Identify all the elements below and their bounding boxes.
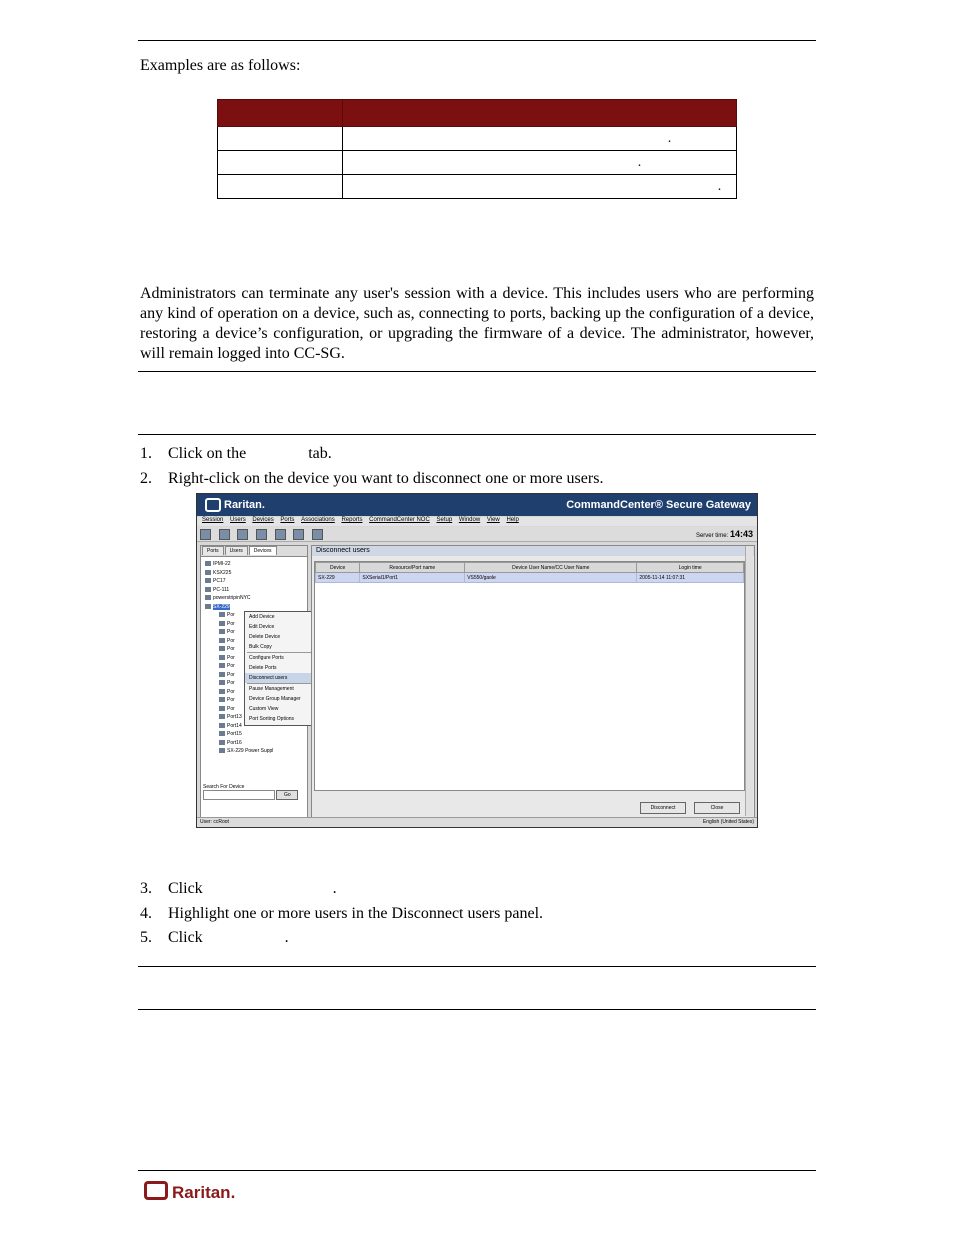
raritan-logo: Raritan.	[205, 498, 265, 512]
menu-bulk-copy[interactable]: Bulk Copy	[249, 644, 272, 650]
tree-node-selected[interactable]: SX-229	[205, 603, 303, 612]
toolbar-icon[interactable]	[275, 529, 286, 540]
step-2: 2. Right-click on the device you want to disconnect one or more users.	[140, 470, 604, 487]
tree-node[interactable]: Por	[205, 637, 303, 646]
menu-custom-view[interactable]: Custom View	[249, 706, 279, 712]
menu-item[interactable]: Ports	[280, 517, 295, 523]
section-rule	[138, 966, 816, 967]
menu-bar	[197, 517, 757, 526]
table-cell	[218, 151, 343, 175]
toolbar-icon[interactable]	[312, 529, 323, 540]
tab-users[interactable]: Users	[225, 546, 248, 555]
tree-node[interactable]: SX-229 Power Suppl	[205, 747, 303, 756]
table-cell	[218, 175, 343, 199]
intro-text: Examples are as follows:	[140, 57, 301, 74]
menu-item[interactable]: Users	[230, 517, 246, 523]
grid-cell: SXSerial1/Port1	[360, 573, 465, 583]
panel-title: Disconnect users	[312, 546, 754, 556]
grid-cell: VS550/gaole	[465, 573, 637, 583]
app-titlebar	[197, 494, 757, 516]
tree-node[interactable]: Port13	[205, 713, 303, 722]
table-row	[218, 175, 737, 199]
refresh-icon[interactable]	[237, 529, 248, 540]
disconnect-users-panel	[311, 545, 755, 819]
tree-node[interactable]: Por	[205, 662, 303, 671]
menu-add-device[interactable]: Add Device	[249, 614, 275, 620]
examples-table	[217, 99, 737, 199]
table-header-row	[218, 100, 737, 127]
column-header[interactable]: Login time	[637, 563, 744, 573]
table-row[interactable]	[316, 573, 744, 583]
step-1: 1. Click on the tab.	[140, 445, 332, 462]
section-rule	[138, 434, 816, 435]
users-grid	[314, 561, 745, 791]
section-rule	[138, 1009, 816, 1010]
menu-configure-ports[interactable]: Configure Ports	[249, 655, 284, 661]
table-cell	[218, 127, 343, 151]
tree-node[interactable]: KSX225	[205, 569, 303, 578]
raritan-footer-logo: Raritan.	[144, 1181, 235, 1203]
menu-pause-management[interactable]: Pause Management	[249, 686, 294, 692]
search-label: Search For Device	[203, 784, 245, 790]
menu-disconnect-users[interactable]: Disconnect users	[245, 673, 329, 683]
tree-node[interactable]: Port15	[205, 730, 303, 739]
grid-cell: SX-229	[316, 573, 360, 583]
tree-node[interactable]: Por	[205, 620, 303, 629]
column-header[interactable]: Resource/Port name	[360, 563, 465, 573]
tree-node[interactable]: PC-111	[205, 586, 303, 595]
device-search	[203, 784, 303, 800]
disconnect-button[interactable]: Disconnect	[640, 802, 686, 814]
tab-devices[interactable]: Devices	[249, 546, 277, 555]
tree-node[interactable]: Port16	[205, 739, 303, 748]
table-row	[218, 127, 737, 151]
step-5: 5. Click .	[140, 929, 289, 946]
menu-item[interactable]: CommandCenter NOC	[369, 517, 430, 523]
section-rule	[138, 371, 816, 372]
scrollbar[interactable]	[745, 546, 753, 816]
menu-delete-ports[interactable]: Delete Ports	[249, 665, 277, 671]
tree-node[interactable]: Por	[205, 654, 303, 663]
status-user: User: ccRoot	[200, 819, 229, 825]
table-cell: .	[343, 175, 737, 199]
body-paragraph: Administrators can terminate any user's session with a device. This includes users who are performing any kind of operation on a device, such as, connecting to ports, backing up the configuration of a device, restoring a device’s configuration, or upgrading the firmware of a device. The administrator, however, will remain logged into CC-SG.	[140, 285, 814, 362]
tree-node[interactable]: Por	[205, 679, 303, 688]
tree-node[interactable]: Por	[205, 705, 303, 714]
nav-tabs	[201, 546, 307, 557]
tree-node[interactable]: Port14	[205, 722, 303, 731]
tree-node[interactable]: IPMI-22	[205, 560, 303, 569]
footer-rule	[138, 1170, 816, 1171]
tree-node[interactable]: Por	[205, 611, 303, 620]
tree-node[interactable]: PC17	[205, 577, 303, 586]
server-time: Server time: 14:43	[695, 529, 753, 539]
menu-item[interactable]: Setup	[436, 517, 453, 523]
toolbar-icon[interactable]	[293, 529, 304, 540]
toolbar-icon[interactable]	[200, 529, 211, 540]
step-3: 3. Click .	[140, 880, 337, 897]
header-rule	[138, 40, 816, 41]
menu-device-group-manager[interactable]: Device Group Manager	[249, 696, 301, 702]
toolbar-icon[interactable]	[256, 529, 267, 540]
column-header[interactable]: Device User Name/CC User Name	[465, 563, 637, 573]
tree-node[interactable]: powerstripinNYC	[205, 594, 303, 603]
table-cell: .	[343, 151, 737, 175]
menu-item[interactable]: Associations	[301, 517, 335, 523]
tree-node[interactable]: Por	[205, 645, 303, 654]
go-button[interactable]: Go	[276, 790, 298, 800]
table-row	[218, 151, 737, 175]
status-locale: English (United States)	[702, 819, 754, 825]
tree-node[interactable]: Por	[205, 671, 303, 680]
menu-edit-device[interactable]: Edit Device	[249, 624, 275, 630]
close-button[interactable]: Close	[694, 802, 740, 814]
menu-port-sorting-options[interactable]: Port Sorting Options	[249, 716, 295, 722]
grid-cell: 2005-11-14 11:07:31	[637, 573, 744, 583]
tab-ports[interactable]: Ports	[202, 546, 224, 555]
search-input[interactable]	[203, 790, 275, 800]
step-4: 4. Highlight one or more users in the Disconnect users panel.	[140, 905, 544, 922]
app-title: CommandCenter® Secure Gateway	[566, 499, 751, 511]
menu-delete-device[interactable]: Delete Device	[249, 634, 281, 640]
status-bar	[197, 817, 757, 827]
table-cell: .	[343, 127, 737, 151]
menu-item[interactable]: Help	[506, 517, 519, 523]
tree-node[interactable]: Por	[205, 688, 303, 697]
toolbar	[197, 527, 757, 542]
menu-item[interactable]: Devices	[252, 517, 274, 523]
menu-item[interactable]: Window	[458, 517, 481, 523]
app-screenshot	[196, 493, 758, 828]
tree-node[interactable]: Por	[205, 628, 303, 637]
column-header[interactable]: Device	[316, 563, 360, 573]
toolbar-icon[interactable]	[219, 529, 230, 540]
menu-item[interactable]: Session	[202, 517, 224, 523]
menu-item[interactable]: Reports	[341, 517, 363, 523]
menu-item[interactable]: View	[486, 517, 500, 523]
tree-node[interactable]: Por	[205, 696, 303, 705]
